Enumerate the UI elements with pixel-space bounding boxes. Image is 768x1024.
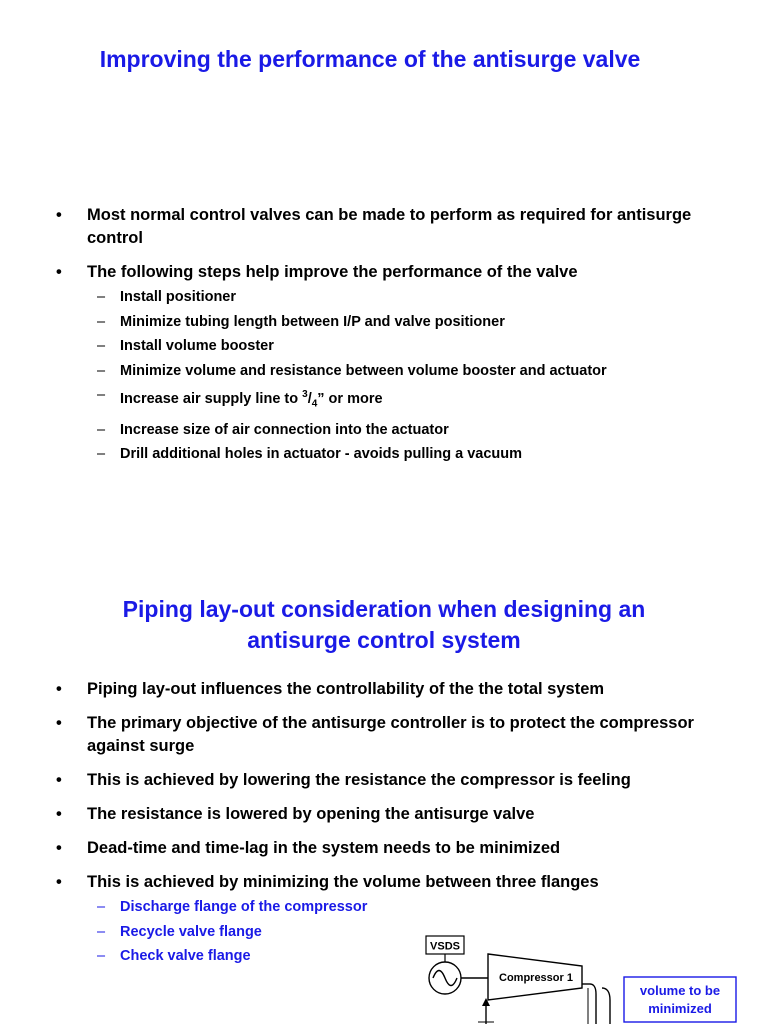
bullet-text: Piping lay-out influences the controllability of the the total system — [87, 680, 605, 698]
sub-item — [87, 334, 746, 359]
bullet-dot: • — [56, 771, 62, 789]
vsds-label: VSDS — [430, 940, 460, 953]
callout-line1: volume to be — [639, 983, 721, 998]
sub-text: Increase air supply line to — [120, 391, 303, 408]
bullet-item — [56, 837, 746, 860]
sub-dash: – — [97, 362, 106, 379]
bullet-item — [56, 803, 746, 826]
bullet-item — [56, 261, 746, 467]
sub-dash: – — [97, 446, 106, 463]
sub-text: Check valve flange — [120, 948, 251, 965]
sub-text-suffix: ” or more — [317, 391, 383, 408]
sub-dash: – — [97, 923, 106, 940]
bullet-item — [56, 678, 746, 701]
sub-dash: – — [97, 387, 106, 404]
bullet-item — [56, 712, 746, 758]
fraction-denominator: 4 — [311, 399, 318, 411]
sub-item — [87, 383, 746, 417]
sub-dash: – — [97, 899, 106, 915]
sub-text: Increase size of air connection into the actuator — [120, 421, 449, 438]
sub-list — [87, 285, 746, 467]
discharge-line-outer — [602, 988, 610, 1024]
bullet-text: Most normal control valves can be made to perform as required for antisurge control — [87, 206, 692, 247]
section2-title-line2: antisurge control system — [247, 627, 521, 653]
bullet-text: The primary objective of the antisurge controller is to protect the compressor against surge — [87, 714, 694, 755]
fraction-slash: / — [307, 391, 312, 408]
compressor-diagram — [412, 930, 752, 1024]
sub-item — [87, 310, 746, 335]
sub-text: Drill additional holes in actuator - avoids pulling a vacuum — [120, 446, 523, 463]
sub-text: Recycle valve flange — [120, 923, 262, 940]
sub-text: Discharge flange of the compressor — [120, 899, 368, 915]
sub-dash: – — [97, 421, 106, 438]
sub-text: Minimize tubing length between I/P and valve positioner — [120, 313, 505, 330]
sub-item — [87, 359, 746, 384]
fraction-numerator: 3 — [302, 389, 308, 401]
callout-line2: minimized — [648, 1001, 712, 1016]
sub-dash: – — [97, 313, 106, 330]
section1-bullet-list — [56, 204, 746, 478]
sub-item — [87, 895, 746, 920]
bullet-dot: • — [56, 263, 62, 281]
compressor-label: Compressor 1 — [499, 972, 573, 984]
bullet-item — [56, 204, 746, 250]
bullet-text: The following steps help improve the performance of the valve — [87, 263, 578, 281]
bullet-dot: • — [56, 805, 62, 823]
section2-title — [0, 594, 768, 656]
sub-item — [87, 285, 746, 310]
bullet-dot: • — [56, 839, 62, 857]
bullet-item — [56, 769, 746, 792]
section1-title: Improving the performance of the antisurge valve — [99, 46, 641, 72]
bullet-text: The resistance is lowered by opening the antisurge valve — [87, 805, 535, 823]
bullet-text: This is achieved by lowering the resistance the compressor is feeling — [87, 771, 631, 789]
section2-title-line1: Piping lay-out consideration when designing an — [122, 596, 646, 622]
sub-text: Minimize volume and resistance between volume booster and actuator — [120, 362, 607, 379]
bullet-dot: • — [56, 680, 62, 698]
sub-text: Install positioner — [120, 289, 237, 305]
sub-dash: – — [97, 289, 106, 305]
sub-dash: – — [97, 948, 106, 965]
sub-text: Install volume booster — [120, 338, 274, 355]
sub-item — [87, 418, 746, 443]
bullet-dot: • — [56, 873, 62, 891]
discharge-line — [590, 984, 596, 1024]
bullet-text: This is achieved by minimizing the volume between three flanges — [87, 873, 599, 891]
bullet-dot: • — [56, 206, 62, 224]
sub-item — [87, 442, 746, 467]
bullet-dot: • — [56, 714, 62, 732]
bullet-text: Dead-time and time-lag in the system needs to be minimized — [87, 839, 561, 857]
sub-dash: – — [97, 338, 106, 355]
